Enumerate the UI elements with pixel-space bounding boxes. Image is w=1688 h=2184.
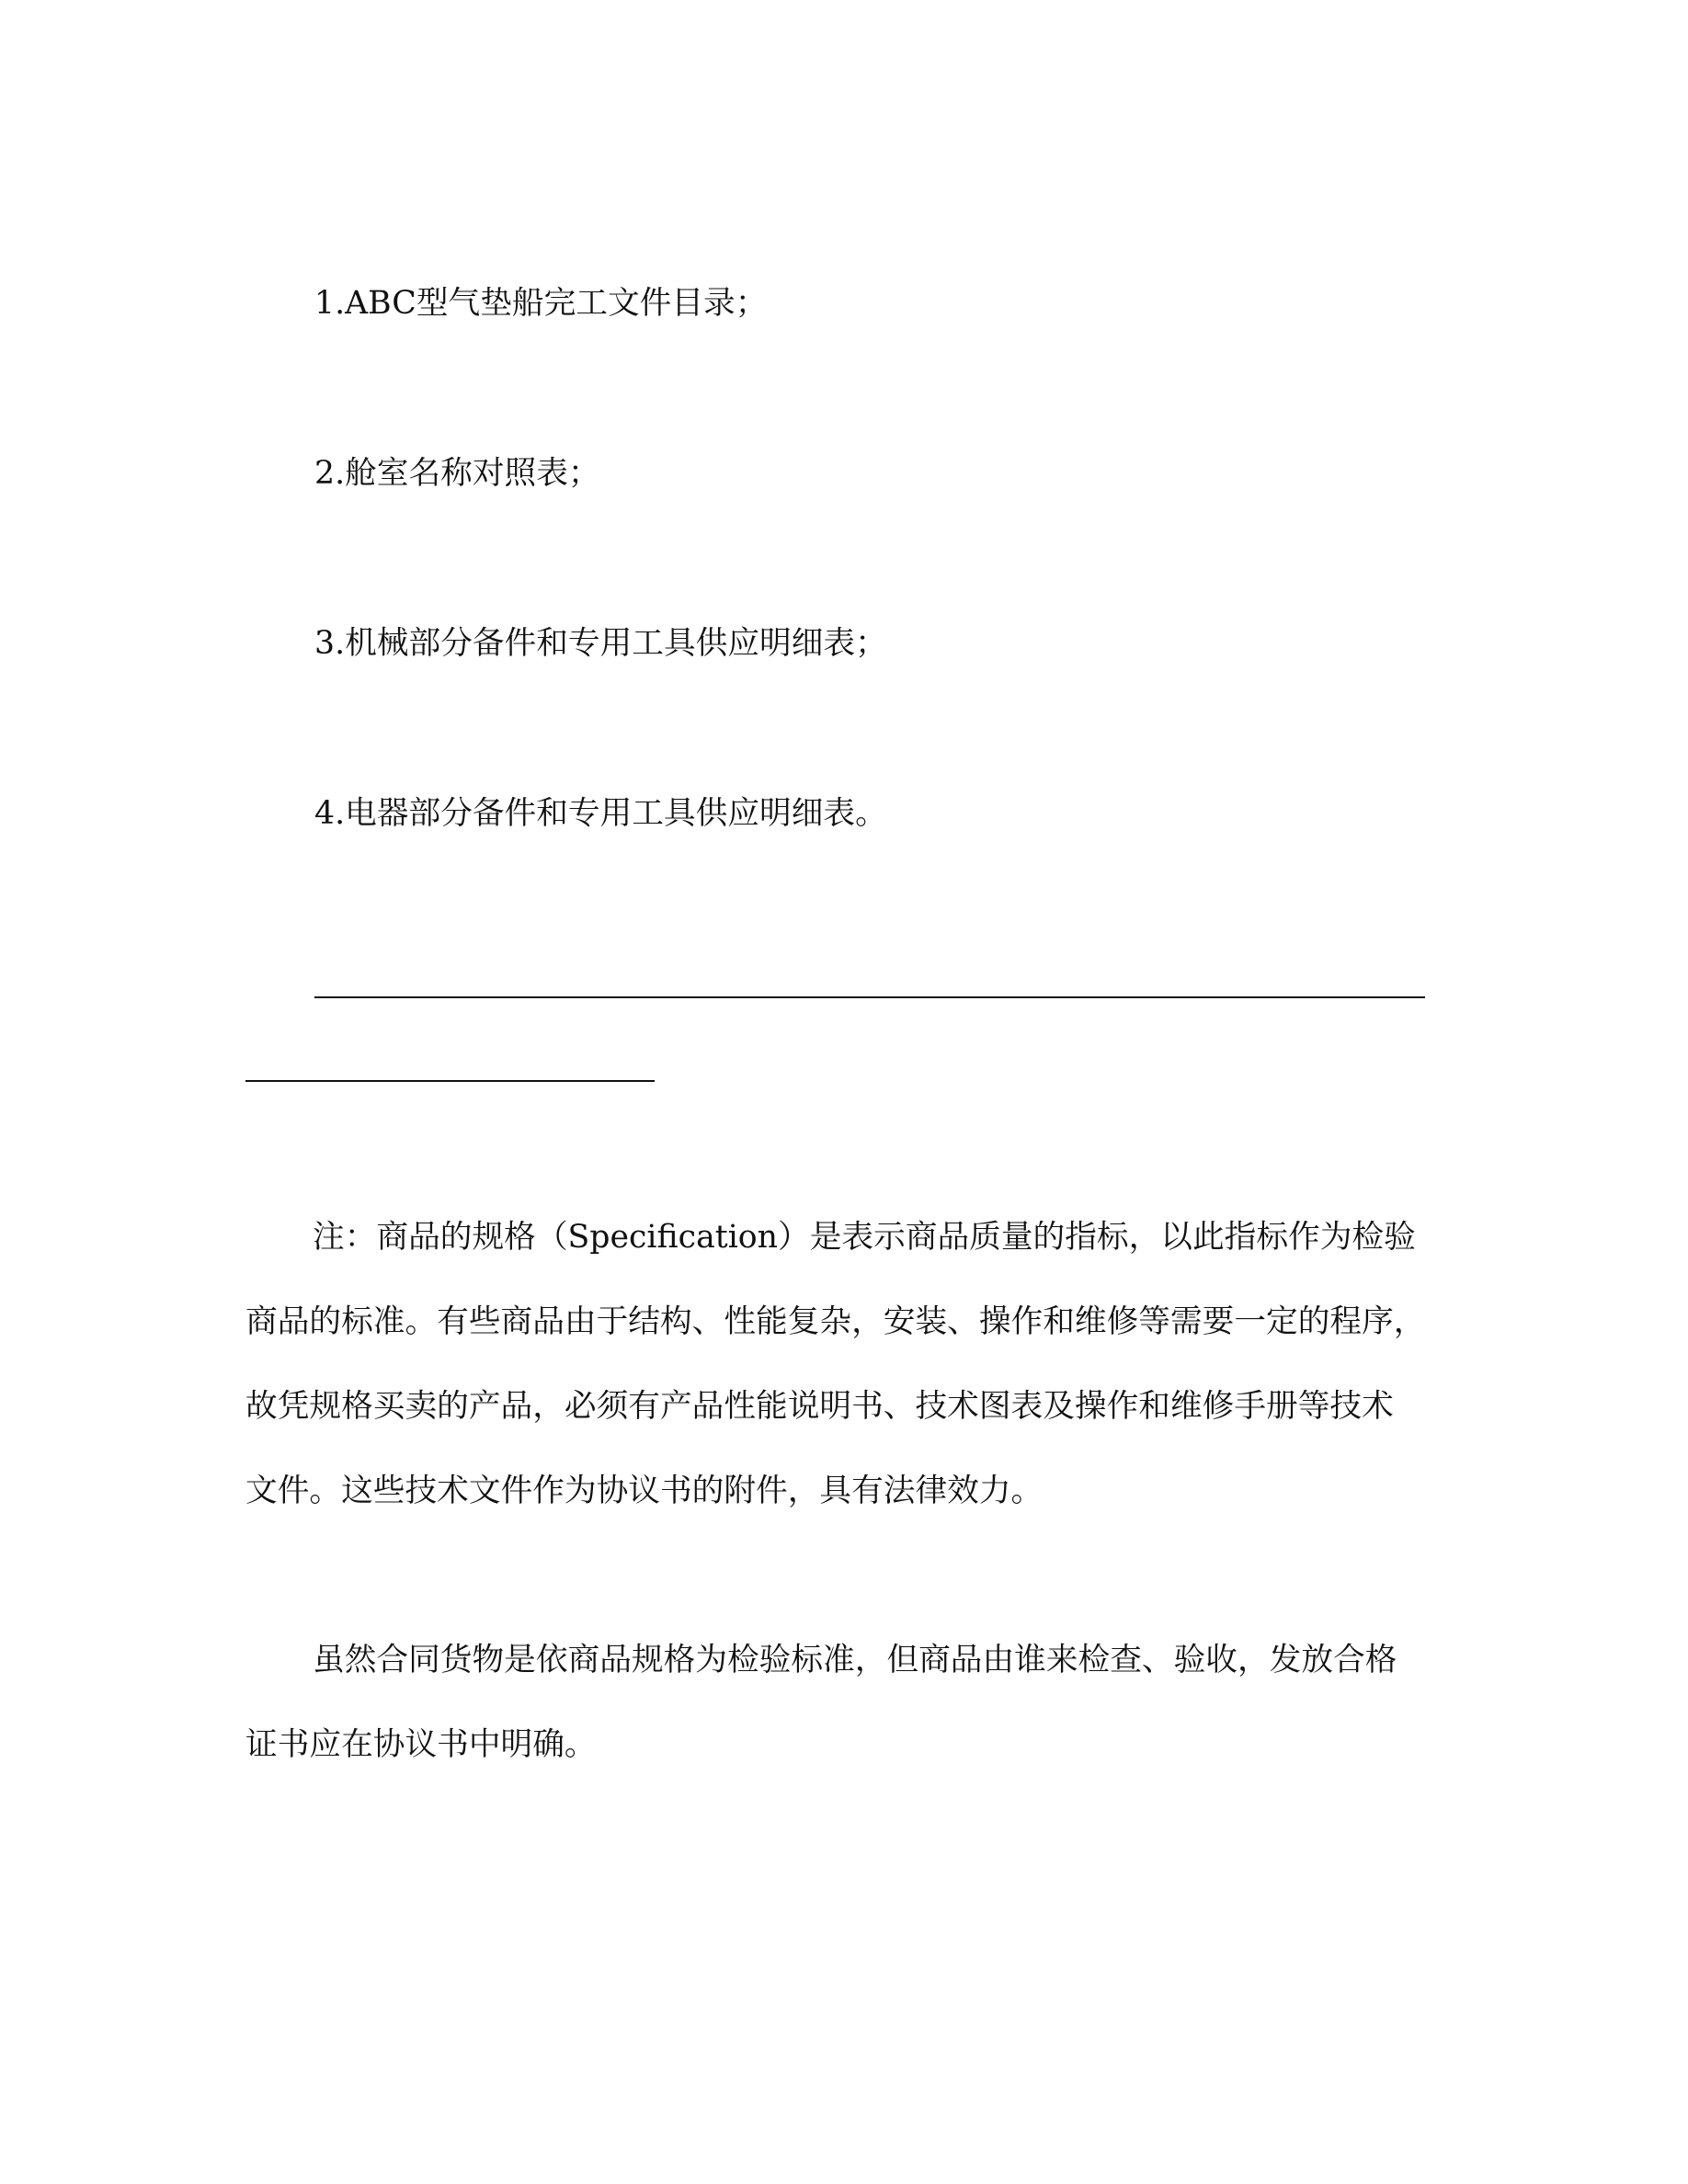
paragraph-line: 证书应在协议书中明确。 (245, 1726, 597, 1763)
paragraph-line: 商品的标准。有些商品由于结构、性能复杂，安装、操作和维修等需要一定的程序， (245, 1303, 1426, 1340)
paragraph-line: 文件。这些技术文件作为协议书的附件，具有法律效力。 (245, 1473, 1044, 1509)
paragraph-line: 故凭规格买卖的产品，必须有产品性能说明书、技术图表及操作和维修手册等技术 (245, 1388, 1394, 1425)
fill-in-line (314, 996, 1425, 998)
fill-in-line (245, 1080, 655, 1082)
paragraph-line: 注：商品的规格（Specification）是表示商品质量的指标，以此指标作为检验 (313, 1219, 1416, 1256)
paragraph-line: 虽然合同货物是依商品规格为检验标准，但商品由谁来检查、验收，发放合格 (313, 1642, 1397, 1678)
attachment-item: 2.舱室名称对照表； (314, 455, 600, 492)
attachment-item: 1.ABC型气垫船完工文件目录； (314, 285, 768, 322)
attachment-item: 4.电器部分备件和专用工具供应明细表。 (314, 795, 887, 832)
attachment-item: 3.机械部分备件和专用工具供应明细表； (314, 625, 887, 662)
